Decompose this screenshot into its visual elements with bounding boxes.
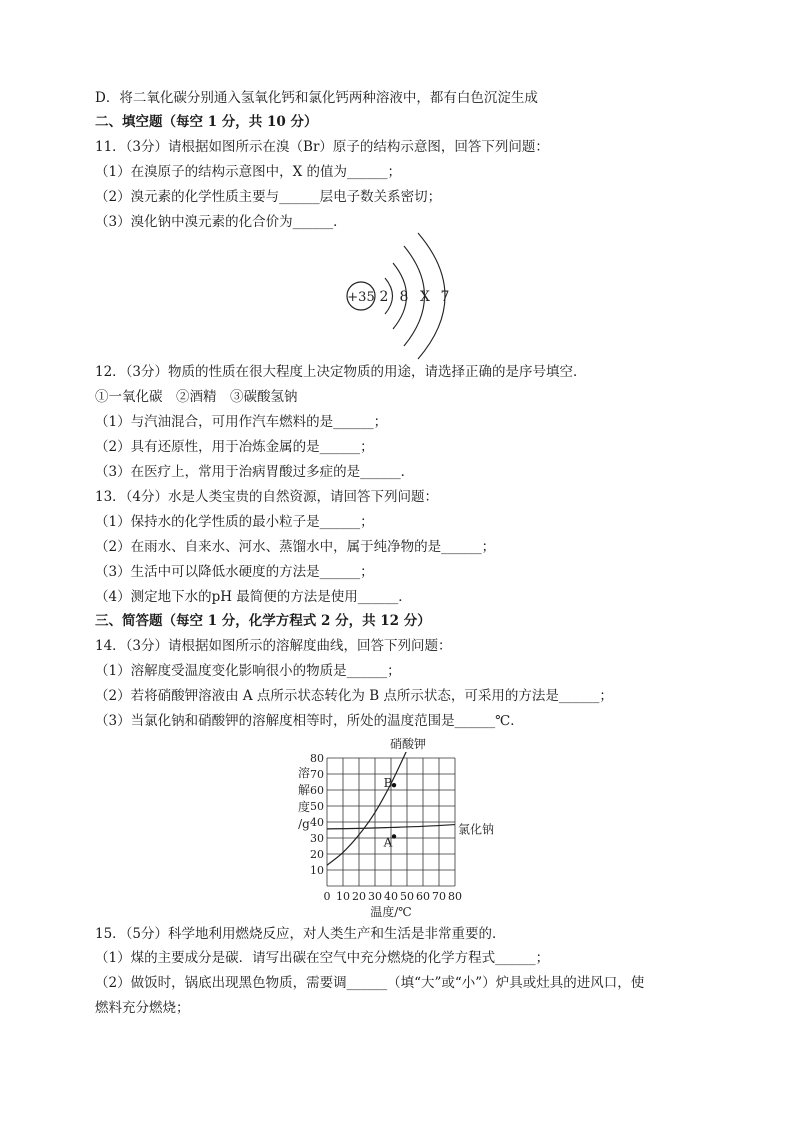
point-label-B: B [383, 776, 393, 791]
y-tick-label: 30 [310, 832, 324, 845]
question-11-part-2: （2）溴元素的化学性质主要与______层电子数关系密切； [95, 189, 442, 205]
question-14-part-2: （2）若将硝酸钾溶液由 A 点所示状态转化为 B 点所示状态，可采用的方法是______； [95, 688, 613, 704]
question-15-part-2b: 燃料充分燃烧； [95, 1000, 190, 1016]
question-15: 15．（5分）科学地利用燃烧反应，对人类生产和生活是非常重要的． [95, 926, 506, 942]
y-tick-label: 10 [310, 864, 324, 877]
y-tick-label: 60 [310, 784, 324, 797]
point-label-A: A [383, 835, 393, 850]
nucleus-charge: +35 [347, 290, 375, 305]
y-axis-label-char: 溶 [297, 766, 311, 780]
shell-2-count: 8 [399, 289, 409, 305]
question-12-part-3: （3）在医疗上，常用于治病胃酸过多症的是______． [95, 464, 415, 480]
shell-4-count: 7 [440, 289, 450, 305]
x-tick-label: 0 [323, 890, 331, 903]
question-12-part-1: （1）与汽油混合，可用作汽车燃料的是______； [95, 414, 388, 430]
question-13-part-4: （4）测定地下水的pH 最简便的方法是使用______． [95, 589, 412, 605]
series-label-nacl: 氯化钠 [458, 822, 495, 837]
question-13-part-3: （3）生活中可以降低水硬度的方法是______； [95, 564, 374, 580]
y-axis-label-char: 度 [297, 800, 311, 814]
section-2-title: 二、填空题（每空 1 分，共 10 分） [95, 114, 318, 130]
x-tick-label: 10 [336, 890, 350, 903]
question-13-part-1: （1）保持水的化学性质的最小粒子是______； [95, 514, 374, 530]
point-B [392, 783, 396, 787]
x-tick-label: 20 [352, 890, 366, 903]
y-tick-label: 80 [310, 752, 324, 765]
question-14-part-3: （3）当氯化钠和硝酸钾的溶解度相等时，所处的温度范围是______℃． [95, 713, 524, 729]
shell-3-count: X [420, 289, 430, 305]
question-11-part-3: （3）溴化钠中溴元素的化合价为______． [95, 214, 347, 230]
shell-1-count: 2 [379, 289, 389, 305]
point-A [392, 834, 396, 838]
y-tick-label: 70 [310, 768, 324, 781]
question-14: 14．（3分）请根据如图所示的溶解度曲线，回答下列问题： [95, 638, 452, 654]
question-11: 11．（3分）请根据如图所示在溴（Br）原子的结构示意图，回答下列问题： [95, 139, 549, 155]
y-tick-label: 50 [310, 800, 324, 813]
y-axis-label-unit: /g [298, 817, 310, 831]
x-tick-label: 60 [416, 890, 430, 903]
x-tick-label: 30 [368, 890, 382, 903]
x-tick-label: 40 [384, 890, 398, 903]
question-13-part-2: （2）在雨水、自来水、河水、蒸馏水中，属于纯净物的是______； [95, 539, 496, 555]
series-line-0 [327, 750, 407, 865]
x-tick-label: 70 [432, 890, 446, 903]
y-axis-label-char: 解 [297, 783, 311, 797]
question-15-part-1: （1）煤的主要成分是碳．请写出碳在空气中充分燃烧的化学方程式______； [95, 950, 550, 966]
y-tick-label: 40 [310, 816, 324, 829]
section-3-title: 三、简答题（每空 1 分，化学方程式 2 分，共 12 分） [95, 613, 431, 629]
option-d: D．将二氧化碳分别通入氢氧化钙和氯化钙两种溶液中，都有白色沉淀生成 [95, 90, 538, 106]
question-15-part-2a: （2）做饭时，锅底出现黑色物质，需要调______（填“大”或“小”）炉具或灶具的进风口，使 [95, 975, 645, 991]
series-label-kno3: 硝酸钾 [389, 737, 427, 751]
question-12: 12．（3分）物质的性质在很大程度上决定物质的用途，请选择正确的是序号填空． [95, 364, 587, 380]
atom-structure-diagram [330, 228, 460, 363]
question-13: 13．（4分）水是人类宝贵的自然资源，请回答下列问题： [95, 489, 439, 505]
question-11-part-1: （1）在溴原子的结构示意图中，X 的值为______； [95, 164, 401, 180]
y-tick-label: 20 [310, 848, 324, 861]
x-tick-label: 80 [448, 890, 462, 903]
x-axis-label: 温度/℃ [370, 905, 412, 919]
solubility-chart [290, 735, 510, 920]
question-12-part-2: （2）具有还原性，用于冶炼金属的是______； [95, 439, 374, 455]
question-12-options: ①一氧化碳 ②酒精 ③碳酸氢钠 [95, 389, 298, 405]
x-tick-label: 50 [400, 890, 414, 903]
question-14-part-1: （1）溶解度受温度变化影响很小的物质是______； [95, 663, 401, 679]
